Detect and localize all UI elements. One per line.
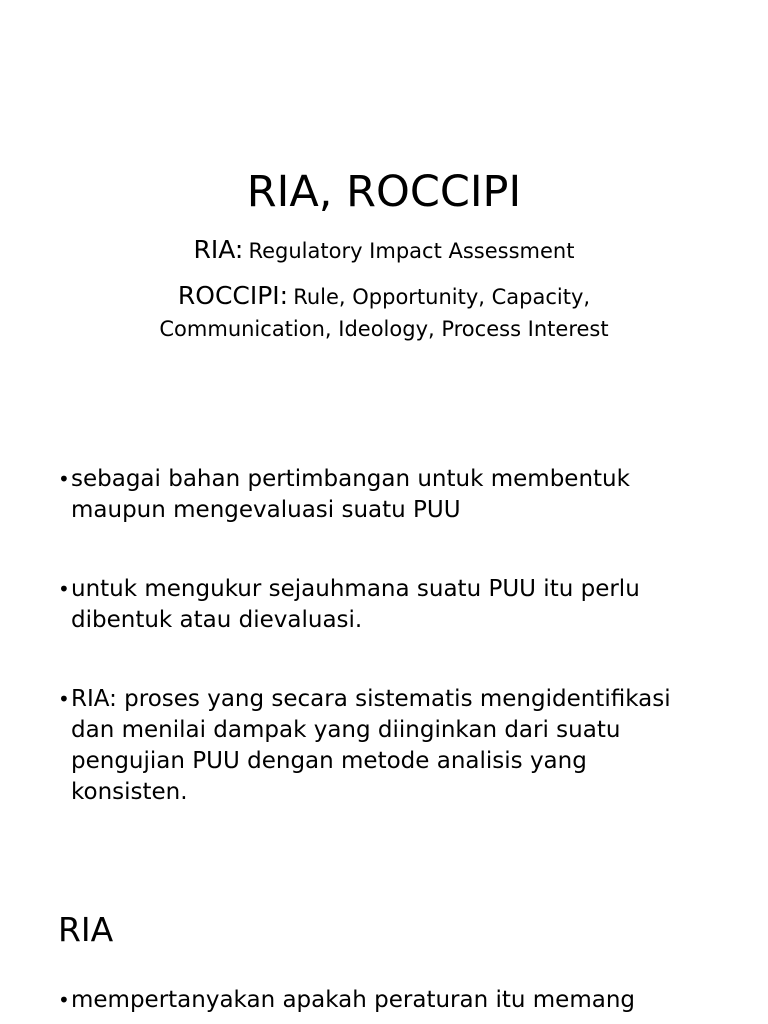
list-item-line: RIA: proses yang secara sistematis mengidentifikasi <box>71 686 671 712</box>
next-slide-heading: RIA <box>58 910 114 949</box>
subtitle-ria-key: RIA: <box>193 235 244 264</box>
bullet-list-3 <box>58 684 698 808</box>
bullet-icon: • <box>58 467 70 491</box>
slide-title: RIA, ROCCIPI <box>246 167 522 217</box>
list-item-line: konsisten. <box>71 779 188 805</box>
list-item <box>58 464 698 526</box>
subtitle-roccipi-value: Rule, Opportunity, Capacity, <box>293 285 591 309</box>
list-item <box>58 684 698 808</box>
subtitle-ria-value: Regulatory Impact Assessment <box>248 239 575 263</box>
bullet-icon: • <box>58 988 70 1012</box>
subtitle-roccipi <box>0 280 768 345</box>
subtitle-ria <box>0 234 768 268</box>
subtitle-roccipi-value-line2: Communication, Ideology, Process Interest <box>159 317 609 341</box>
list-item-line: dibentuk atau dievaluasi. <box>71 607 363 633</box>
list-item-line: pengujian PUU dengan metode analisis yang <box>71 748 587 774</box>
list-item-line: maupun mengevaluasi suatu PUU <box>71 497 461 523</box>
list-item-line: mempertanyakan apakah peraturan itu memang <box>71 987 636 1013</box>
bullet-icon: • <box>58 577 70 601</box>
list-item <box>58 574 698 636</box>
list-item-line: dan menilai dampak yang diinginkan dari suatu <box>71 717 621 743</box>
subtitle-roccipi-key: ROCCIPI: <box>177 281 289 310</box>
list-item-line: untuk mengukur sejauhmana suatu PUU itu perlu <box>71 576 640 602</box>
bullet-icon: • <box>58 687 70 711</box>
bullet-list-2 <box>58 574 698 636</box>
bullet-list-1 <box>58 464 698 526</box>
list-item <box>58 985 698 1016</box>
list-item-line: sebagai bahan pertimbangan untuk membentuk <box>71 466 630 492</box>
next-slide-bullet-list <box>58 985 698 1016</box>
